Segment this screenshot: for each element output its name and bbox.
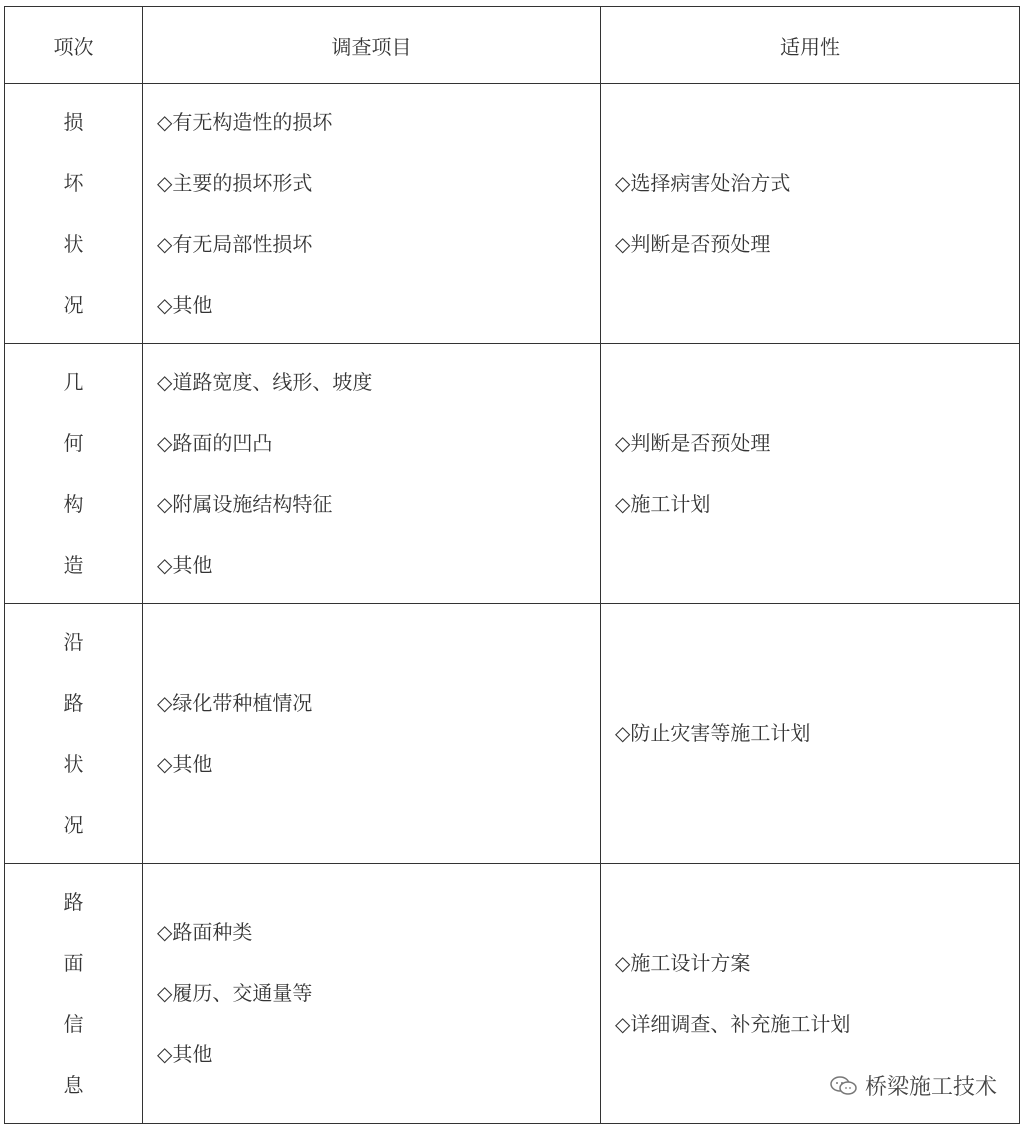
category-char: 状 (63, 751, 84, 776)
survey-table (4, 6, 1020, 1124)
list-item: ◇施工计划 (615, 491, 711, 516)
category-char: 况 (63, 292, 84, 317)
list-item: ◇判断是否预处理 (615, 231, 771, 256)
watermark (829, 1070, 997, 1101)
list-item: ◇主要的损坏形式 (157, 170, 313, 195)
list-item: ◇施工设计方案 (615, 950, 751, 975)
list-item: ◇其他 (157, 552, 213, 577)
survey-items-cell (143, 344, 601, 604)
applicability-cell (601, 344, 1020, 604)
header-survey-items: 调查项目 (143, 7, 601, 84)
list-item: ◇防止灾害等施工计划 (615, 721, 811, 745)
category-char: 几 (63, 369, 84, 394)
category-char: 坏 (63, 170, 84, 195)
list-item: ◇绿化带种植情况 (157, 690, 313, 715)
category-char: 面 (63, 950, 84, 975)
category-char: 状 (63, 231, 84, 256)
list-item: ◇其他 (157, 751, 213, 776)
list-item: ◇选择病害处治方式 (615, 170, 791, 195)
category-char: 信 (63, 1011, 84, 1036)
category-char: 沿 (63, 629, 84, 654)
category-char: 损 (63, 109, 84, 134)
category-cell (5, 344, 143, 604)
table-row (5, 604, 1020, 864)
category-char: 况 (63, 812, 84, 837)
survey-items-cell (143, 604, 601, 864)
survey-items-cell (143, 864, 601, 1124)
category-char: 路 (63, 690, 84, 715)
list-item: ◇附属设施结构特征 (157, 491, 333, 516)
wechat-icon (829, 1075, 859, 1097)
list-item: ◇路面种类 (157, 920, 253, 944)
category-char: 何 (63, 430, 84, 455)
list-item: ◇详细调查、补充施工计划 (615, 1011, 851, 1036)
list-item: ◇有无局部性损坏 (157, 231, 313, 256)
category-char: 息 (63, 1072, 84, 1097)
table-row (5, 84, 1020, 344)
category-cell (5, 864, 143, 1124)
applicability-cell (601, 84, 1020, 344)
category-char: 构 (63, 491, 84, 516)
applicability-cell (601, 604, 1020, 864)
category-char: 路 (63, 889, 84, 914)
category-cell (5, 604, 143, 864)
header-applicability: 适用性 (601, 7, 1020, 84)
list-item: ◇道路宽度、线形、坡度 (157, 369, 373, 394)
list-item: ◇其他 (157, 1042, 213, 1066)
list-item: ◇路面的凹凸 (157, 430, 273, 455)
survey-items-cell (143, 84, 601, 344)
list-item: ◇有无构造性的损坏 (157, 109, 333, 134)
category-cell (5, 84, 143, 344)
list-item: ◇判断是否预处理 (615, 430, 771, 455)
list-item: ◇其他 (157, 292, 213, 317)
header-item-no: 项次 (5, 7, 143, 84)
table-row (5, 344, 1020, 604)
header-row (5, 7, 1020, 84)
category-char: 造 (63, 552, 84, 577)
watermark-text: 桥梁施工技术 (864, 1075, 997, 1100)
list-item: ◇履历、交通量等 (157, 981, 313, 1005)
